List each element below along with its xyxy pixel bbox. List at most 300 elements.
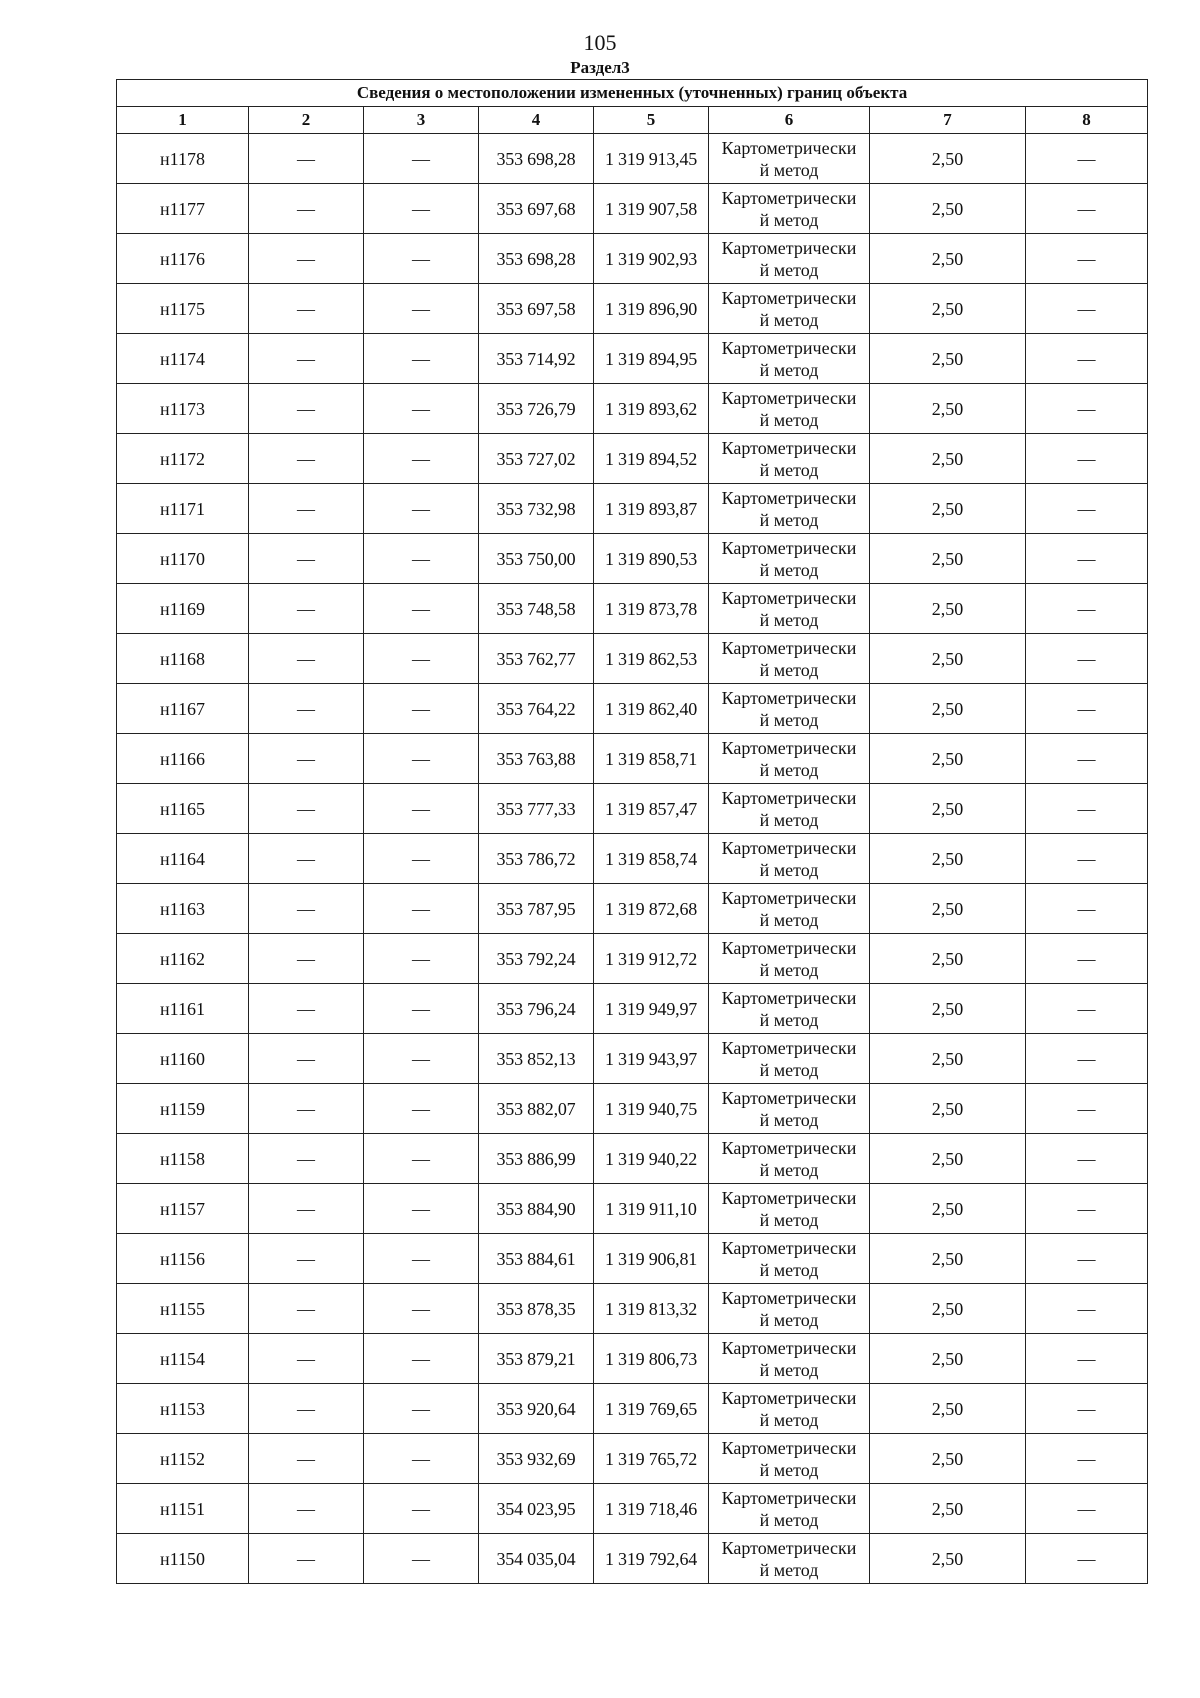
column-2-cell: — bbox=[249, 434, 364, 484]
error-cell: 2,50 bbox=[870, 484, 1026, 534]
error-cell: 2,50 bbox=[870, 334, 1026, 384]
point-id-cell: н1156 bbox=[117, 1234, 249, 1284]
method-line-2: й метод bbox=[759, 1559, 819, 1580]
error-cell: 2,50 bbox=[870, 1134, 1026, 1184]
point-id-cell: н1162 bbox=[117, 934, 249, 984]
column-3-cell: — bbox=[364, 1034, 479, 1084]
x-coordinate-cell: 353 764,22 bbox=[479, 684, 594, 734]
method-line-2: й метод bbox=[759, 959, 819, 980]
point-id-cell: н1177 bbox=[117, 184, 249, 234]
column-2-cell: — bbox=[249, 884, 364, 934]
point-id-cell: н1170 bbox=[117, 534, 249, 584]
method-line-2: й метод bbox=[759, 1009, 819, 1030]
method-line-2: й метод bbox=[759, 559, 819, 580]
method-cell bbox=[709, 1334, 870, 1384]
y-coordinate-cell: 1 319 893,62 bbox=[594, 384, 709, 434]
method-line-1: Картометрически bbox=[721, 387, 857, 408]
y-coordinate-cell: 1 319 862,40 bbox=[594, 684, 709, 734]
error-cell: 2,50 bbox=[870, 384, 1026, 434]
point-id-cell: н1153 bbox=[117, 1384, 249, 1434]
y-coordinate-cell: 1 319 890,53 bbox=[594, 534, 709, 584]
y-coordinate-cell: 1 319 893,87 bbox=[594, 484, 709, 534]
table-row bbox=[117, 884, 1148, 934]
column-3-cell: — bbox=[364, 384, 479, 434]
column-8-cell: — bbox=[1026, 184, 1148, 234]
column-header: 2 bbox=[249, 107, 364, 134]
error-cell: 2,50 bbox=[870, 634, 1026, 684]
table-row bbox=[117, 1184, 1148, 1234]
table-row bbox=[117, 1484, 1148, 1534]
method-line-1: Картометрически bbox=[721, 1037, 857, 1058]
point-id-cell: н1154 bbox=[117, 1334, 249, 1384]
column-8-cell: — bbox=[1026, 534, 1148, 584]
column-8-cell: — bbox=[1026, 1184, 1148, 1234]
method-cell bbox=[709, 534, 870, 584]
column-2-cell: — bbox=[249, 1084, 364, 1134]
x-coordinate-cell: 353 698,28 bbox=[479, 134, 594, 184]
column-header: 6 bbox=[709, 107, 870, 134]
x-coordinate-cell: 353 750,00 bbox=[479, 534, 594, 584]
table-row bbox=[117, 1084, 1148, 1134]
point-id-cell: н1165 bbox=[117, 784, 249, 834]
column-8-cell: — bbox=[1026, 1034, 1148, 1084]
column-3-cell: — bbox=[364, 184, 479, 234]
method-line-1: Картометрически bbox=[721, 287, 857, 308]
x-coordinate-cell: 353 792,24 bbox=[479, 934, 594, 984]
x-coordinate-cell: 353 878,35 bbox=[479, 1284, 594, 1334]
method-line-2: й метод bbox=[759, 409, 819, 430]
column-header-row bbox=[117, 107, 1148, 134]
column-2-cell: — bbox=[249, 934, 364, 984]
error-cell: 2,50 bbox=[870, 584, 1026, 634]
column-3-cell: — bbox=[364, 1334, 479, 1384]
column-2-cell: — bbox=[249, 534, 364, 584]
error-cell: 2,50 bbox=[870, 284, 1026, 334]
point-id-cell: н1155 bbox=[117, 1284, 249, 1334]
column-3-cell: — bbox=[364, 1234, 479, 1284]
x-coordinate-cell: 353 886,99 bbox=[479, 1134, 594, 1184]
column-2-cell: — bbox=[249, 384, 364, 434]
y-coordinate-cell: 1 319 912,72 bbox=[594, 934, 709, 984]
x-coordinate-cell: 353 884,90 bbox=[479, 1184, 594, 1234]
column-3-cell: — bbox=[364, 1084, 479, 1134]
y-coordinate-cell: 1 319 858,74 bbox=[594, 834, 709, 884]
column-3-cell: — bbox=[364, 1484, 479, 1534]
x-coordinate-cell: 353 762,77 bbox=[479, 634, 594, 684]
column-3-cell: — bbox=[364, 634, 479, 684]
error-cell: 2,50 bbox=[870, 1434, 1026, 1484]
point-id-cell: н1151 bbox=[117, 1484, 249, 1534]
column-2-cell: — bbox=[249, 1384, 364, 1434]
column-2-cell: — bbox=[249, 1484, 364, 1534]
column-8-cell: — bbox=[1026, 584, 1148, 634]
column-8-cell: — bbox=[1026, 1284, 1148, 1334]
column-3-cell: — bbox=[364, 784, 479, 834]
column-2-cell: — bbox=[249, 1184, 364, 1234]
error-cell: 2,50 bbox=[870, 684, 1026, 734]
column-2-cell: — bbox=[249, 1134, 364, 1184]
column-8-cell: — bbox=[1026, 934, 1148, 984]
point-id-cell: н1176 bbox=[117, 234, 249, 284]
point-id-cell: н1168 bbox=[117, 634, 249, 684]
x-coordinate-cell: 353 732,98 bbox=[479, 484, 594, 534]
x-coordinate-cell: 353 697,58 bbox=[479, 284, 594, 334]
method-cell bbox=[709, 234, 870, 284]
x-coordinate-cell: 354 035,04 bbox=[479, 1534, 594, 1584]
error-cell: 2,50 bbox=[870, 1484, 1026, 1534]
column-8-cell: — bbox=[1026, 634, 1148, 684]
method-cell bbox=[709, 1384, 870, 1434]
method-cell bbox=[709, 684, 870, 734]
point-id-cell: н1175 bbox=[117, 284, 249, 334]
column-8-cell: — bbox=[1026, 1534, 1148, 1584]
method-line-2: й метод bbox=[759, 759, 819, 780]
method-line-1: Картометрически bbox=[721, 587, 857, 608]
point-id-cell: н1169 bbox=[117, 584, 249, 634]
point-id-cell: н1150 bbox=[117, 1534, 249, 1584]
method-line-1: Картометрически bbox=[721, 937, 857, 958]
y-coordinate-cell: 1 319 907,58 bbox=[594, 184, 709, 234]
method-line-2: й метод bbox=[759, 1159, 819, 1180]
column-8-cell: — bbox=[1026, 1084, 1148, 1134]
table-title: Сведения о местоположении измененных (уточненных) границ объекта bbox=[117, 80, 1148, 107]
x-coordinate-cell: 353 787,95 bbox=[479, 884, 594, 934]
method-cell bbox=[709, 1034, 870, 1084]
method-line-2: й метод bbox=[759, 1509, 819, 1530]
column-8-cell: — bbox=[1026, 484, 1148, 534]
method-line-2: й метод bbox=[759, 859, 819, 880]
table-row bbox=[117, 984, 1148, 1034]
method-cell bbox=[709, 484, 870, 534]
table-row bbox=[117, 284, 1148, 334]
column-2-cell: — bbox=[249, 784, 364, 834]
x-coordinate-cell: 353 748,58 bbox=[479, 584, 594, 634]
y-coordinate-cell: 1 319 906,81 bbox=[594, 1234, 709, 1284]
method-cell bbox=[709, 1084, 870, 1134]
method-cell bbox=[709, 984, 870, 1034]
y-coordinate-cell: 1 319 857,47 bbox=[594, 784, 709, 834]
x-coordinate-cell: 353 884,61 bbox=[479, 1234, 594, 1284]
x-coordinate-cell: 353 777,33 bbox=[479, 784, 594, 834]
error-cell: 2,50 bbox=[870, 784, 1026, 834]
y-coordinate-cell: 1 319 943,97 bbox=[594, 1034, 709, 1084]
method-cell bbox=[709, 934, 870, 984]
method-line-2: й метод bbox=[759, 1209, 819, 1230]
column-2-cell: — bbox=[249, 734, 364, 784]
column-2-cell: — bbox=[249, 1034, 364, 1084]
column-3-cell: — bbox=[364, 584, 479, 634]
method-line-2: й метод bbox=[759, 209, 819, 230]
column-3-cell: — bbox=[364, 934, 479, 984]
method-line-2: й метод bbox=[759, 1409, 819, 1430]
column-8-cell: — bbox=[1026, 1234, 1148, 1284]
method-line-2: й метод bbox=[759, 159, 819, 180]
error-cell: 2,50 bbox=[870, 1184, 1026, 1234]
column-3-cell: — bbox=[364, 134, 479, 184]
column-header: 4 bbox=[479, 107, 594, 134]
column-2-cell: — bbox=[249, 1534, 364, 1584]
method-cell bbox=[709, 1184, 870, 1234]
column-2-cell: — bbox=[249, 834, 364, 884]
table-row bbox=[117, 134, 1148, 184]
column-header: 5 bbox=[594, 107, 709, 134]
y-coordinate-cell: 1 319 806,73 bbox=[594, 1334, 709, 1384]
method-cell bbox=[709, 334, 870, 384]
error-cell: 2,50 bbox=[870, 434, 1026, 484]
error-cell: 2,50 bbox=[870, 734, 1026, 784]
method-cell bbox=[709, 134, 870, 184]
method-line-1: Картометрически bbox=[721, 887, 857, 908]
method-cell bbox=[709, 584, 870, 634]
table-row bbox=[117, 1384, 1148, 1434]
method-line-1: Картометрически bbox=[721, 237, 857, 258]
table-row bbox=[117, 534, 1148, 584]
point-id-cell: н1160 bbox=[117, 1034, 249, 1084]
column-3-cell: — bbox=[364, 1434, 479, 1484]
method-line-2: й метод bbox=[759, 1259, 819, 1280]
column-8-cell: — bbox=[1026, 734, 1148, 784]
column-8-cell: — bbox=[1026, 134, 1148, 184]
table-row bbox=[117, 1334, 1148, 1384]
method-line-2: й метод bbox=[759, 259, 819, 280]
column-8-cell: — bbox=[1026, 784, 1148, 834]
method-line-2: й метод bbox=[759, 309, 819, 330]
y-coordinate-cell: 1 319 873,78 bbox=[594, 584, 709, 634]
method-line-1: Картометрически bbox=[721, 687, 857, 708]
method-line-1: Картометрически bbox=[721, 1187, 857, 1208]
method-cell bbox=[709, 1284, 870, 1334]
y-coordinate-cell: 1 319 902,93 bbox=[594, 234, 709, 284]
column-2-cell: — bbox=[249, 584, 364, 634]
method-cell bbox=[709, 1534, 870, 1584]
column-8-cell: — bbox=[1026, 234, 1148, 284]
method-cell bbox=[709, 634, 870, 684]
column-3-cell: — bbox=[364, 834, 479, 884]
table-row bbox=[117, 334, 1148, 384]
point-id-cell: н1167 bbox=[117, 684, 249, 734]
method-line-1: Картометрически bbox=[721, 1437, 857, 1458]
column-8-cell: — bbox=[1026, 384, 1148, 434]
method-cell bbox=[709, 884, 870, 934]
table-row bbox=[117, 1434, 1148, 1484]
table-row bbox=[117, 434, 1148, 484]
table-row bbox=[117, 1134, 1148, 1184]
table-row bbox=[117, 634, 1148, 684]
y-coordinate-cell: 1 319 894,95 bbox=[594, 334, 709, 384]
x-coordinate-cell: 353 879,21 bbox=[479, 1334, 594, 1384]
error-cell: 2,50 bbox=[870, 984, 1026, 1034]
method-line-1: Картометрически bbox=[721, 137, 857, 158]
method-line-1: Картометрически bbox=[721, 1337, 857, 1358]
y-coordinate-cell: 1 319 718,46 bbox=[594, 1484, 709, 1534]
y-coordinate-cell: 1 319 911,10 bbox=[594, 1184, 709, 1234]
column-3-cell: — bbox=[364, 434, 479, 484]
point-id-cell: н1166 bbox=[117, 734, 249, 784]
point-id-cell: н1171 bbox=[117, 484, 249, 534]
method-line-1: Картометрически bbox=[721, 1287, 857, 1308]
method-line-2: й метод bbox=[759, 509, 819, 530]
method-line-1: Картометрически bbox=[721, 437, 857, 458]
point-id-cell: н1174 bbox=[117, 334, 249, 384]
method-cell bbox=[709, 384, 870, 434]
x-coordinate-cell: 353 698,28 bbox=[479, 234, 594, 284]
method-cell bbox=[709, 834, 870, 884]
table-row bbox=[117, 934, 1148, 984]
column-2-cell: — bbox=[249, 684, 364, 734]
error-cell: 2,50 bbox=[870, 834, 1026, 884]
x-coordinate-cell: 353 796,24 bbox=[479, 984, 594, 1034]
y-coordinate-cell: 1 319 940,22 bbox=[594, 1134, 709, 1184]
point-id-cell: н1172 bbox=[117, 434, 249, 484]
column-8-cell: — bbox=[1026, 1484, 1148, 1534]
x-coordinate-cell: 353 697,68 bbox=[479, 184, 594, 234]
method-line-1: Картометрически bbox=[721, 637, 857, 658]
column-3-cell: — bbox=[364, 1534, 479, 1584]
method-line-1: Картометрически bbox=[721, 1387, 857, 1408]
x-coordinate-cell: 353 726,79 bbox=[479, 384, 594, 434]
page-number: 105 bbox=[583, 30, 617, 55]
column-2-cell: — bbox=[249, 1234, 364, 1284]
error-cell: 2,50 bbox=[870, 1534, 1026, 1584]
x-coordinate-cell: 353 727,02 bbox=[479, 434, 594, 484]
method-line-2: й метод bbox=[759, 1109, 819, 1130]
table-row bbox=[117, 784, 1148, 834]
method-line-2: й метод bbox=[759, 1309, 819, 1330]
method-line-1: Картометрически bbox=[721, 337, 857, 358]
table-row bbox=[117, 834, 1148, 884]
x-coordinate-cell: 353 882,07 bbox=[479, 1084, 594, 1134]
column-2-cell: — bbox=[249, 1434, 364, 1484]
method-cell bbox=[709, 1434, 870, 1484]
x-coordinate-cell: 353 763,88 bbox=[479, 734, 594, 784]
point-id-cell: н1173 bbox=[117, 384, 249, 434]
table-row bbox=[117, 1284, 1148, 1334]
method-cell bbox=[709, 734, 870, 784]
error-cell: 2,50 bbox=[870, 1034, 1026, 1084]
method-line-1: Картометрически bbox=[721, 187, 857, 208]
point-id-cell: н1159 bbox=[117, 1084, 249, 1134]
column-8-cell: — bbox=[1026, 1434, 1148, 1484]
method-cell bbox=[709, 184, 870, 234]
method-cell bbox=[709, 1234, 870, 1284]
column-3-cell: — bbox=[364, 334, 479, 384]
error-cell: 2,50 bbox=[870, 1084, 1026, 1134]
error-cell: 2,50 bbox=[870, 1284, 1026, 1334]
column-header: 8 bbox=[1026, 107, 1148, 134]
error-cell: 2,50 bbox=[870, 184, 1026, 234]
x-coordinate-cell: 353 920,64 bbox=[479, 1384, 594, 1434]
column-3-cell: — bbox=[364, 1184, 479, 1234]
column-8-cell: — bbox=[1026, 1334, 1148, 1384]
point-id-cell: н1164 bbox=[117, 834, 249, 884]
column-3-cell: — bbox=[364, 534, 479, 584]
method-line-2: й метод bbox=[759, 909, 819, 930]
method-line-1: Картометрически bbox=[721, 787, 857, 808]
column-2-cell: — bbox=[249, 634, 364, 684]
y-coordinate-cell: 1 319 913,45 bbox=[594, 134, 709, 184]
method-cell bbox=[709, 284, 870, 334]
method-line-1: Картометрически bbox=[721, 537, 857, 558]
y-coordinate-cell: 1 319 896,90 bbox=[594, 284, 709, 334]
column-8-cell: — bbox=[1026, 434, 1148, 484]
table-row bbox=[117, 584, 1148, 634]
y-coordinate-cell: 1 319 862,53 bbox=[594, 634, 709, 684]
table-row bbox=[117, 1534, 1148, 1584]
column-header: 7 bbox=[870, 107, 1026, 134]
method-line-1: Картометрически bbox=[721, 1487, 857, 1508]
table-row bbox=[117, 384, 1148, 434]
method-line-1: Картометрически bbox=[721, 737, 857, 758]
method-line-2: й метод bbox=[759, 659, 819, 680]
column-2-cell: — bbox=[249, 284, 364, 334]
column-header: 3 bbox=[364, 107, 479, 134]
method-line-2: й метод bbox=[759, 459, 819, 480]
method-cell bbox=[709, 1134, 870, 1184]
x-coordinate-cell: 353 932,69 bbox=[479, 1434, 594, 1484]
table-row bbox=[117, 234, 1148, 284]
method-line-1: Картометрически bbox=[721, 1087, 857, 1108]
y-coordinate-cell: 1 319 769,65 bbox=[594, 1384, 709, 1434]
x-coordinate-cell: 353 852,13 bbox=[479, 1034, 594, 1084]
column-2-cell: — bbox=[249, 1334, 364, 1384]
column-2-cell: — bbox=[249, 484, 364, 534]
table-row bbox=[117, 184, 1148, 234]
error-cell: 2,50 bbox=[870, 884, 1026, 934]
method-line-1: Картометрически bbox=[721, 487, 857, 508]
column-3-cell: — bbox=[364, 1284, 479, 1334]
x-coordinate-cell: 354 023,95 bbox=[479, 1484, 594, 1534]
method-line-2: й метод bbox=[759, 359, 819, 380]
column-3-cell: — bbox=[364, 1134, 479, 1184]
column-8-cell: — bbox=[1026, 684, 1148, 734]
column-8-cell: — bbox=[1026, 834, 1148, 884]
column-8-cell: — bbox=[1026, 1384, 1148, 1434]
error-cell: 2,50 bbox=[870, 534, 1026, 584]
column-3-cell: — bbox=[364, 284, 479, 334]
boundary-table bbox=[116, 79, 1148, 1584]
point-id-cell: н1161 bbox=[117, 984, 249, 1034]
column-8-cell: — bbox=[1026, 884, 1148, 934]
y-coordinate-cell: 1 319 858,71 bbox=[594, 734, 709, 784]
method-line-1: Картометрически bbox=[721, 1537, 857, 1558]
method-line-2: й метод bbox=[759, 1359, 819, 1380]
section-label: Раздел3 bbox=[570, 58, 630, 77]
error-cell: 2,50 bbox=[870, 1234, 1026, 1284]
error-cell: 2,50 bbox=[870, 1334, 1026, 1384]
point-id-cell: н1163 bbox=[117, 884, 249, 934]
column-2-cell: — bbox=[249, 1284, 364, 1334]
method-line-2: й метод bbox=[759, 609, 819, 630]
table-row bbox=[117, 1234, 1148, 1284]
method-line-2: й метод bbox=[759, 1459, 819, 1480]
error-cell: 2,50 bbox=[870, 134, 1026, 184]
y-coordinate-cell: 1 319 894,52 bbox=[594, 434, 709, 484]
error-cell: 2,50 bbox=[870, 1384, 1026, 1434]
y-coordinate-cell: 1 319 813,32 bbox=[594, 1284, 709, 1334]
point-id-cell: н1157 bbox=[117, 1184, 249, 1234]
column-3-cell: — bbox=[364, 484, 479, 534]
column-header: 1 bbox=[117, 107, 249, 134]
column-2-cell: — bbox=[249, 234, 364, 284]
table-row bbox=[117, 734, 1148, 784]
method-line-1: Картометрически bbox=[721, 1137, 857, 1158]
table-row bbox=[117, 1034, 1148, 1084]
y-coordinate-cell: 1 319 872,68 bbox=[594, 884, 709, 934]
y-coordinate-cell: 1 319 949,97 bbox=[594, 984, 709, 1034]
point-id-cell: н1158 bbox=[117, 1134, 249, 1184]
method-cell bbox=[709, 1484, 870, 1534]
column-2-cell: — bbox=[249, 334, 364, 384]
